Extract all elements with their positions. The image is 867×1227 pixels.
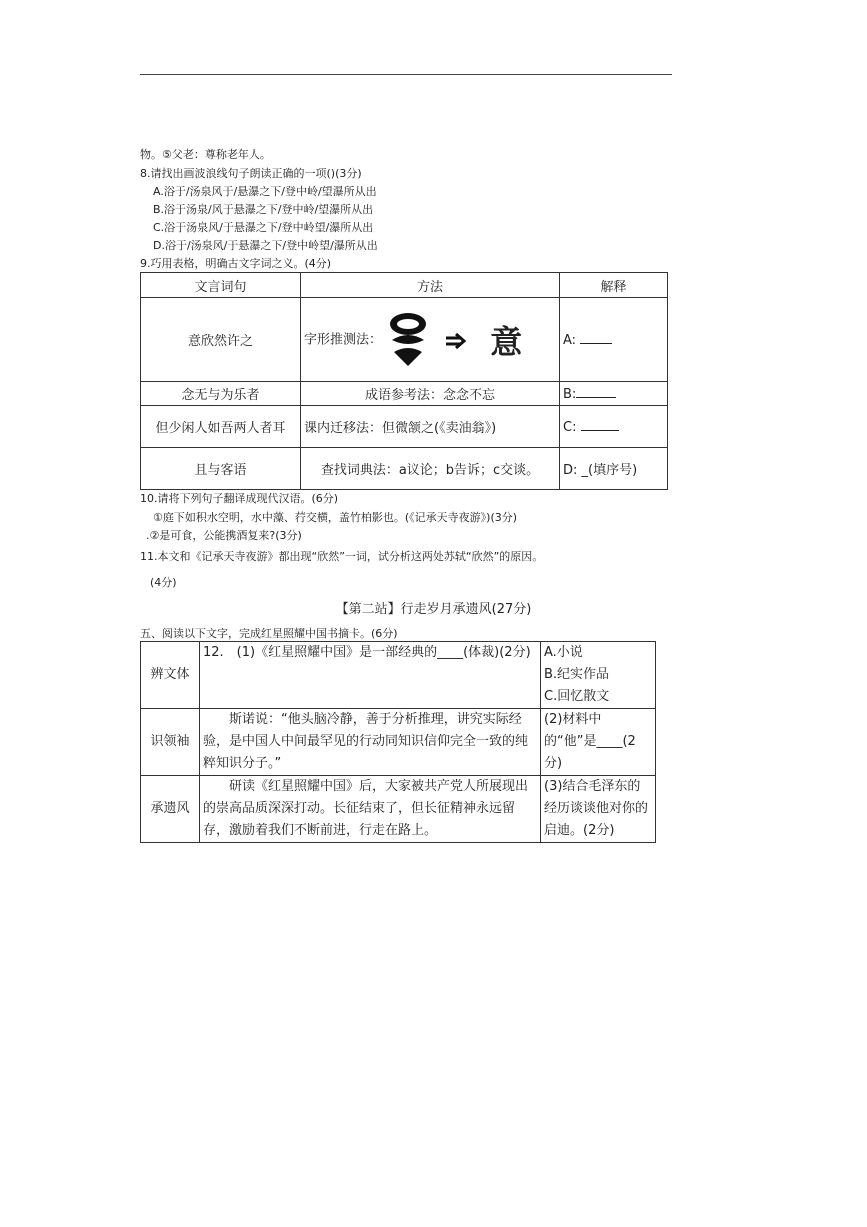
line-note: 物。⑤父老：尊称老年人。	[140, 148, 271, 161]
vocab-table	[140, 272, 668, 490]
answer-cell: D: _(填序号)	[560, 448, 668, 490]
table-row	[141, 382, 668, 406]
q11-score: (4分)	[150, 576, 177, 589]
table-row	[141, 642, 656, 709]
table-header-phrase: 文言词句	[141, 273, 301, 298]
table-row	[141, 298, 668, 382]
q9-title: 9.巧用表格，明确古文字词之义。(4分)	[140, 257, 332, 270]
table-row	[141, 776, 656, 843]
q10-sentence-1: ①庭下如积水空明，水中藻、荇交横，盖竹柏影也。(《记承天寺夜游》)(3分)	[153, 511, 518, 524]
q11-title: 11.本文和《记承天寺夜游》都出现“欣然”一词，试分析这两处苏轼“欣然”的原因。	[140, 550, 544, 563]
method-cell	[301, 298, 560, 382]
row-content: 12. (1)《红星照耀中国》是一部经典的____(体裁)(2分)	[200, 642, 541, 709]
phrase-cell: 但少闲人如吾两人者耳	[141, 406, 301, 448]
answer-cell	[560, 406, 668, 448]
answer-blank[interactable]	[576, 385, 616, 398]
q8-option-c: C.浴于汤泉风/于悬瀑之下/登中岭望/瀑所从出	[153, 221, 374, 234]
answer-blank[interactable]	[580, 331, 612, 344]
q8-title: 8.请找出画波浪线句子朗读正确的一项()(3分)	[140, 167, 362, 180]
q8-option-d: D.浴于/汤泉风/于悬瀑之下/登中岭望/瀑所从出	[153, 239, 378, 252]
method-cell: 查找词典法：a议论；b告诉；c交谈。	[301, 448, 560, 490]
q10-sentence-2: .②是可食，公能携酒复来?(3分)	[146, 529, 302, 542]
phrase-cell: 意欣然许之	[141, 298, 301, 382]
header-rule	[140, 74, 672, 75]
glyph-char: 意	[490, 322, 523, 361]
q10-title: 10.请将下列句子翻译成现代汉语。(6分)	[140, 492, 339, 505]
answer-blank[interactable]	[581, 418, 619, 431]
table-header-method: 方法	[301, 273, 560, 298]
answer-label: C:	[563, 420, 577, 435]
row-options	[541, 642, 656, 709]
phrase-cell: 且与客语	[141, 448, 301, 490]
answer-cell	[560, 382, 668, 406]
q8-option-b: B.浴于汤泉/风于悬瀑之下/登中岭/望瀑所从出	[153, 203, 374, 216]
answer-cell	[560, 298, 668, 382]
row-content: 研读《红星照耀中国》后，大家被共产党人所展现出的崇高品质深深打动。长征结束了，但长征精神永远留存，激励着我们不断前进，行走在路上。	[200, 776, 541, 843]
row-side: (2)材料中的“他”是____(2分)	[541, 709, 656, 776]
q8-option-a: A.浴于/汤泉风于/悬瀑之下/登中岭/望瀑所从出	[153, 185, 377, 198]
book-card-table	[140, 641, 656, 843]
row-label: 承遗风	[141, 776, 200, 843]
option-item: B.纪实作品	[544, 667, 610, 682]
row-label: 辨文体	[141, 642, 200, 709]
phrase-cell: 念无与为乐者	[141, 382, 301, 406]
section-intro: 五、阅读以下文字，完成红星照耀中国书摘卡。(6分)	[140, 627, 398, 640]
section-title: 【第二站】行走岁月承遗风(27分)	[335, 602, 532, 617]
method-cell: 成语参考法：念念不忘	[301, 382, 560, 406]
method-cell: 课内迁移法：但微颔之(《卖油翁》)	[301, 406, 560, 448]
table-row	[141, 709, 656, 776]
method-label: 字形推测法：	[304, 332, 383, 347]
row-label: 识领袖	[141, 709, 200, 776]
answer-label: B:	[563, 387, 577, 402]
table-row	[141, 448, 668, 490]
row-content: 斯诺说：“他头脑冷静，善于分析推理，讲究实际经验，是中国人中间最罕见的行动同知识信仰完全一致的纯粹知识分子。”	[200, 709, 541, 776]
row-side: (3)结合毛泽东的经历谈谈他对你的启迪。(2分)	[541, 776, 656, 843]
table-row	[141, 406, 668, 448]
option-item: C.回忆散文	[544, 689, 610, 704]
answer-label: A:	[563, 333, 577, 348]
option-item: A.小说	[544, 645, 583, 660]
table-header-answer: 解释	[560, 273, 668, 298]
